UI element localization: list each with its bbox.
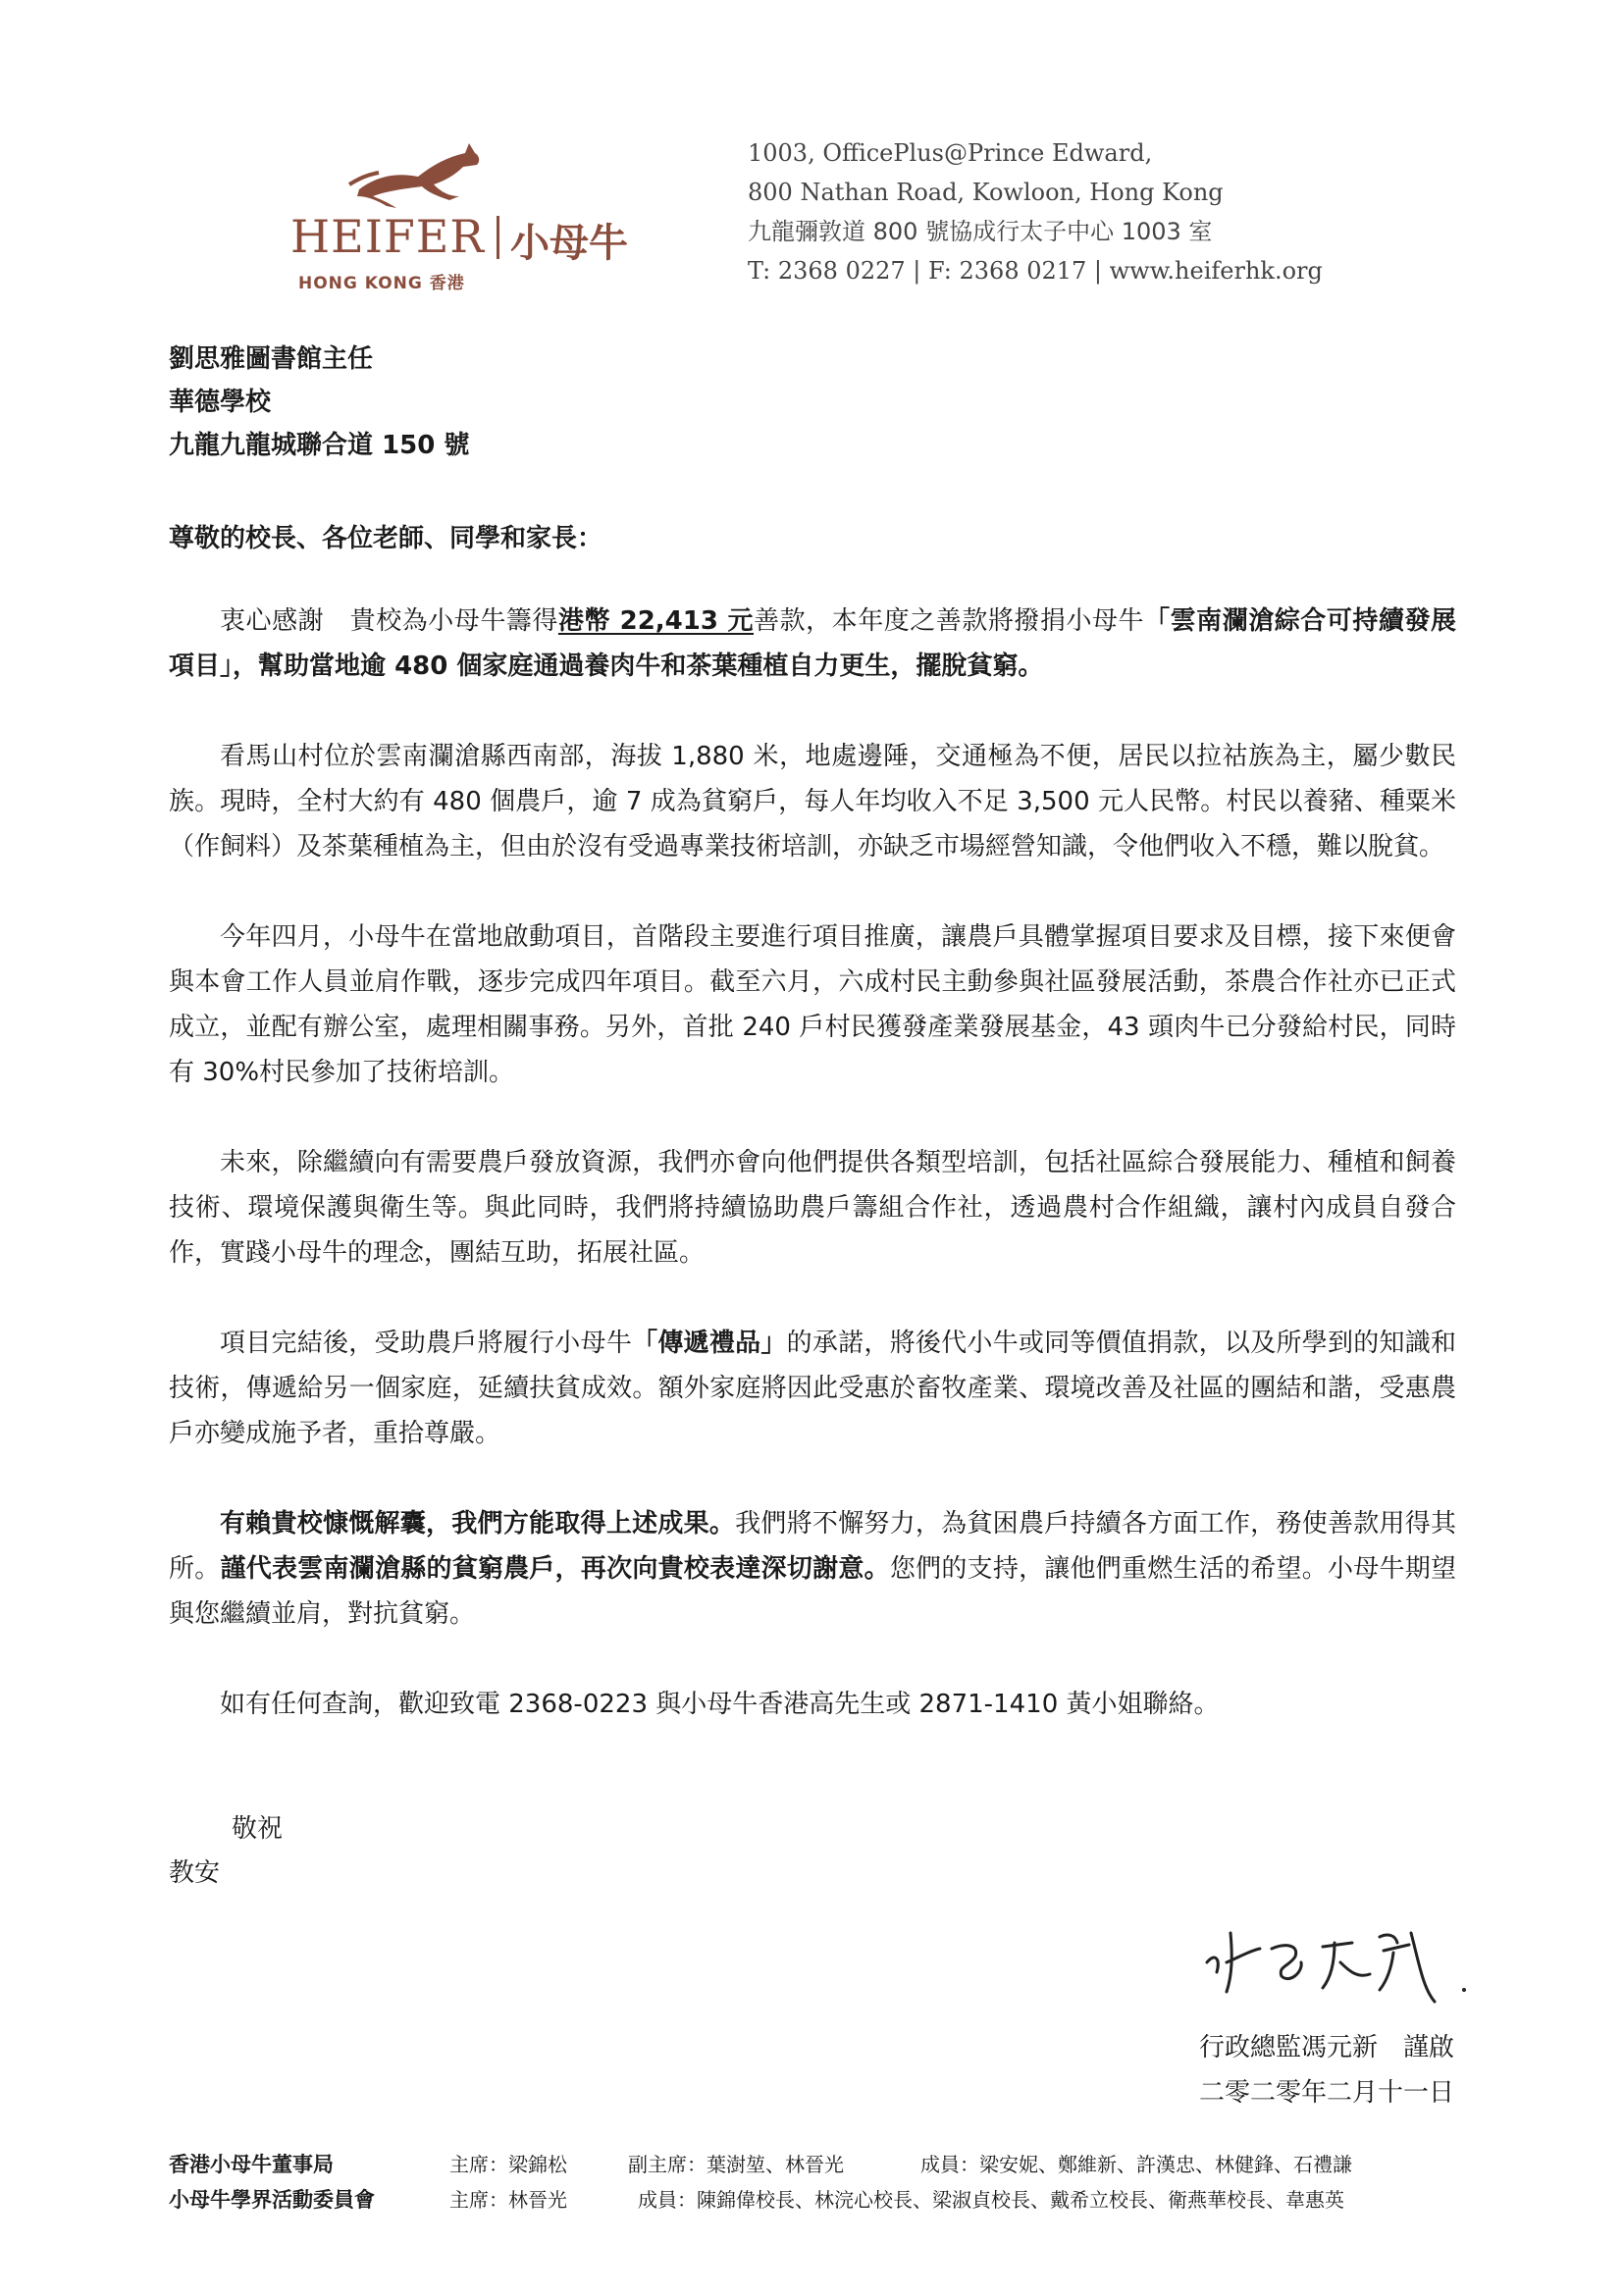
paragraph: 看馬山村位於雲南瀾滄縣西南部，海拔 1,880 米，地處邊陲，交通極為不便，居民以拉祜族為主，屬少數民族。現時，全村大約有 480 個農戶，逾 7 成為貧窮戶，每人年均收入不足 3,500 元人民幣。村民以養豬、種粟米（作飼料）及茶葉種植為主，但由於沒有受過專業技術培訓，亦缺乏市場經營知識，令他們收入不穩，難以脫貧。	[169, 742, 1456, 861]
signer-line: 行政總監馮元新 謹啟	[1198, 2033, 1454, 2062]
recipient-line: 九龍九龍城聯合道 150 號	[169, 431, 470, 460]
recipient-block	[169, 338, 856, 467]
paragraph: 未來，除繼續向有需要農戶發放資源，我們亦會向他們提供各類型培訓，包括社區綜合發展能力、種植和飼養技術、環境保護與衛生等。與此同時，我們將持續協助農戶籌組合作社，透過農村合作組織，讓村內成員自發合作，實踐小母牛的理念，團結互助，拓展社區。	[169, 1148, 1456, 1268]
project-name: 「雲南瀾滄綜合可持續發展項目」，	[169, 606, 1456, 681]
footer-chair: 主席：梁錦松	[449, 2153, 567, 2176]
salutation: 尊敬的校長、各位老師、同學和家長：	[169, 524, 603, 553]
paragraph: 有賴貴校慷慨解囊，我們方能取得上述成果。我們將不懈努力，為貧困農戶持續各方面工作，務使善款用得其所。謹代表雲南瀾滄縣的貧窮農戶，再次向貴校表達深切謝意。您們的支持，讓他們重燃生活的希望。小母牛期望與您繼續並肩，對抗貧窮。	[169, 1509, 1456, 1629]
closing-line: 教安	[169, 1858, 221, 1888]
footer-org-name: 小母牛學界活動委員會	[169, 2188, 375, 2212]
letter-date: 二零二零年二月十一日	[1198, 2078, 1454, 2108]
letter-body	[169, 599, 1456, 1772]
logo-chinese-text: 小母牛	[510, 221, 628, 266]
footer-row	[169, 2184, 1464, 2219]
letterhead-address	[748, 133, 1356, 290]
recipient-line: 劉思雅圖書館主任	[169, 344, 374, 374]
paragraph: 衷心感謝 貴校為小母牛籌得港幣 22,413 元善款，本年度之善款將撥捐小母牛「雲南瀾滄綜合可持續發展項目」，幫助當地逾 480 個家庭通過養肉牛和茶葉種植自力更生，擺脫貧窮。	[169, 606, 1456, 681]
address-line: 800 Nathan Road, Kowloon, Hong Kong	[748, 179, 1224, 206]
logo-region-text: HONG KONG 香港	[298, 274, 465, 293]
footer-members: 成員：梁安妮、鄭維新、許漢忠、林健鋒、石禮謙	[920, 2153, 1352, 2176]
address-line: 九龍彌敦道 800 號協成行太子中心 1003 室	[748, 218, 1213, 245]
logo-heifer-text: HEIFER	[290, 210, 485, 263]
footer-chair: 主席：林晉光	[449, 2188, 567, 2212]
paragraph: 如有任何查詢，歡迎致電 2368-0223 與小母牛香港高先生或 2871-1410 黃小姐聯絡。	[220, 1690, 1220, 1719]
heifer-logo	[290, 135, 675, 292]
footer-members: 成員：陳錦偉校長、林浣心校長、梁淑貞校長、戴希立校長、衛燕華校長、韋惠英	[638, 2188, 1344, 2212]
paragraph: 項目完結後，受助農戶將履行小母牛「傳遞禮品」的承諾，將後代小牛或同等價值捐款，以及所學到的知識和技術，傳遞給另一個家庭，延續扶貧成效。額外家庭將因此受惠於畜牧產業、環境改善及社區的團結和諧，受惠農戶亦變成施予者，重拾尊嚴。	[169, 1329, 1456, 1448]
paragraph: 今年四月，小母牛在當地啟動項目，首階段主要進行項目推廣，讓農戶具體掌握項目要求及目標，接下來便會與本會工作人員並肩作戰，逐步完成四年項目。截至六月，六成村民主動參與社區發展活動，茶農合作社亦已正式成立，並配有辦公室，處理相關事務。另外，首批 240 戶村民獲發產業發展基金，43 頭肉牛已分發給村民，同時有 30%村民參加了技術培訓。	[169, 922, 1456, 1087]
logo-separator	[497, 216, 499, 259]
recipient-line: 華德學校	[169, 388, 272, 417]
footer-org-name: 香港小母牛董事局	[169, 2153, 334, 2176]
donation-amount: 港幣 22,413 元	[557, 606, 755, 636]
footer-vice-chair: 副主席：葉澍堃、林晉光	[628, 2153, 844, 2176]
address-line: 1003, OfficePlus@Prince Edward,	[748, 139, 1153, 167]
handwritten-signature	[1187, 1894, 1472, 2011]
contact-line: T: 2368 0227 | F: 2368 0217 | www.heiferhk.org	[748, 257, 1323, 285]
footer-row	[169, 2149, 1464, 2184]
heifer-cow-logo-icon	[340, 135, 487, 209]
footer-board-list	[169, 2149, 1464, 2219]
closing-line: 敬祝	[232, 1814, 284, 1844]
